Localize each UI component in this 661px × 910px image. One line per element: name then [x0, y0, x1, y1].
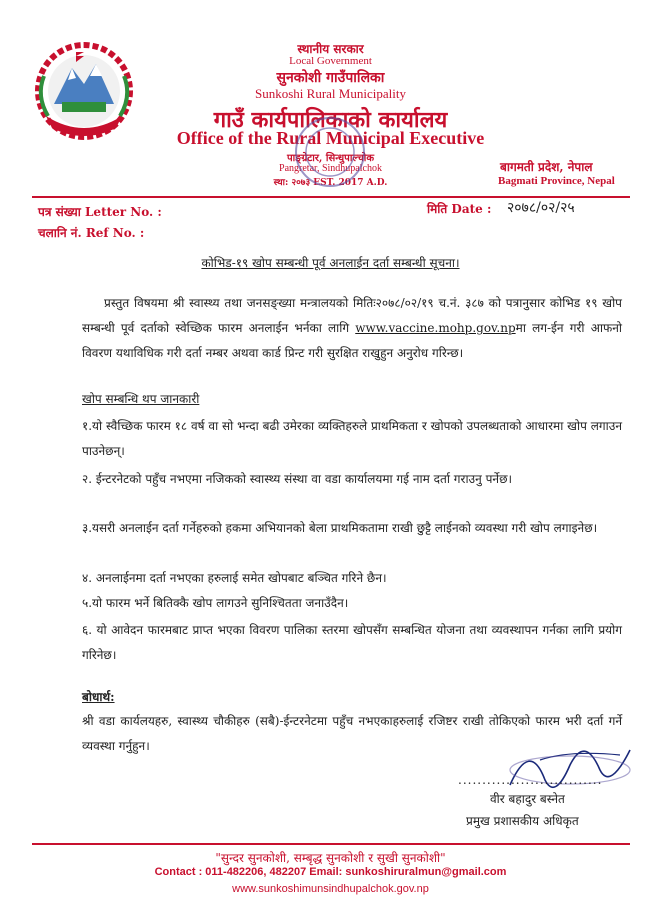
notice-subject	[0, 254, 661, 271]
header-established: स्था: २०७३ EST. 2017 A.D.	[273, 178, 388, 188]
date-value: २०७८/०२/२५	[507, 200, 575, 216]
bodhartha-label: बोधार्थ:	[82, 690, 115, 704]
footer-divider	[32, 843, 630, 845]
header-office-np: गाउँ कार्यपालिकाको कार्यालय	[213, 107, 448, 133]
office-stamp-seal	[290, 112, 370, 192]
intro-text-part2: मा लग-ईन गरी आफनो विवरण यथाविधिक गरी दर्ता नम्बर अथवा कार्ड प्रिन्ट गरी सुरक्षित राखुहुन अनुरोध गरिन्छ।	[82, 321, 622, 360]
signature-dots: ..............................	[458, 773, 603, 787]
intro-paragraph	[82, 291, 622, 366]
header-address-np: पाङ्ग्रेटार, सिन्धुपाल्चोक	[286, 153, 375, 164]
intro-text-part1: प्रस्तुत विषयमा श्री स्वास्थ्य तथा जनसङ्ख्या मन्त्रालयको मितिः२०७८/०२/१९ च.नं. ३८७ को पत्रानुसार कोभिड १९ खोप सम्बन्धी पूर्व दर्ताको स्वेच्छिक फारम अनलाईन भर्नका लागि	[82, 296, 622, 335]
vaccine-registration-link[interactable]: www.vaccine.mohp.gov.np	[355, 321, 516, 335]
info-item: २. ईन्टरनेटको पहुँच नभएमा नजिकको स्वास्थ्य संस्था वा वडा कार्यालयमा गई नाम दर्ता गराउनु पर्नेछ।	[82, 472, 513, 486]
header-municipality-en: Sunkoshi Rural Municipality	[255, 86, 406, 101]
signatory-title: प्रमुख प्रशासकीय अधिकृत	[466, 814, 579, 828]
province-np: बागमती प्रदेश, नेपाल	[500, 160, 593, 174]
info-item: ५.यो फारम भर्ने बितिक्कै खोप लागउने सुनिश्चितता जनाउँदैन।	[82, 596, 349, 610]
header-municipality-np: सुनकोशी गाउँपालिका	[276, 70, 385, 86]
footer-slogan: "सुन्दर सुनकोशी, सम्बृद्ध सुनकोशी र सुखी सुनकोशी"	[215, 851, 446, 865]
subject-text: कोभिड-१९ खोप सम्बन्धी पूर्व अनलाईन दर्ता सम्बन्धी सूचना।	[201, 256, 460, 270]
footer-contact: Contact : 011-482206, 482207 Email: sunkoshiruralmun@gmail.com	[154, 866, 507, 878]
header-gov-en: Local Government	[289, 55, 372, 67]
info-item: १.यो स्वैच्छिक फारम १८ वर्ष वा सो भन्दा बढी उमेरका व्यक्तिहरुले प्राथमिकता र खोपको उपलब्धताको आधारमा खोप लगाउन पाउनेछन्।	[82, 419, 622, 458]
header-office-en: Office of the Rural Municipal Executive	[176, 128, 485, 148]
info-item: ६. यो आवेदन फारमबाट प्राप्त भएका विवरण पालिका स्तरमा खोपसँग सम्बन्धित योजना तथा व्यवस्थापन गर्नका लागि प्रयोग गरिनेछ।	[82, 623, 622, 662]
signatory-name: वीर बहादुर बस्नेत	[490, 792, 565, 806]
info-heading: खोप सम्बन्धि थप जानकारी	[82, 392, 200, 406]
header-gov-np: स्थानीय सरकार	[297, 42, 364, 56]
footer-website-link[interactable]: www.sunkoshimunsindhupalchok.gov.np	[232, 883, 429, 895]
header-address-en: Pangretar, Sindhupalchok	[279, 163, 382, 174]
reference-number-label: चलानि नं. Ref No. :	[38, 226, 145, 240]
bodhartha-text: श्री वडा कार्यलयहरु, स्वास्थ्य चौकीहरु (सबै)-ईन्टरनेटमा पहुँच नभएकाहरुलाई रजिष्टर राखी तोकिएको फारम भरी दर्ता गर्ने व्यवस्था गर्नुहुन।	[82, 714, 622, 753]
date-label: मिति Date :	[427, 202, 492, 216]
letter-number-label: पत्र संख्या Letter No. :	[38, 205, 162, 219]
info-item: ४. अनलाईनमा दर्ता नभएका हरुलाई समेत खोपबाट बञ्चित गरिने छैन।	[82, 571, 387, 585]
province-en: Bagmati Province, Nepal	[498, 175, 615, 187]
info-item: ३.यसरी अनलाईन दर्ता गर्नेहरुको हकमा अभियानको बेला प्राथमिकतामा राखी छुट्टै लाईनको व्यवस्था गरी खोप लगाइनेछ।	[82, 521, 598, 535]
